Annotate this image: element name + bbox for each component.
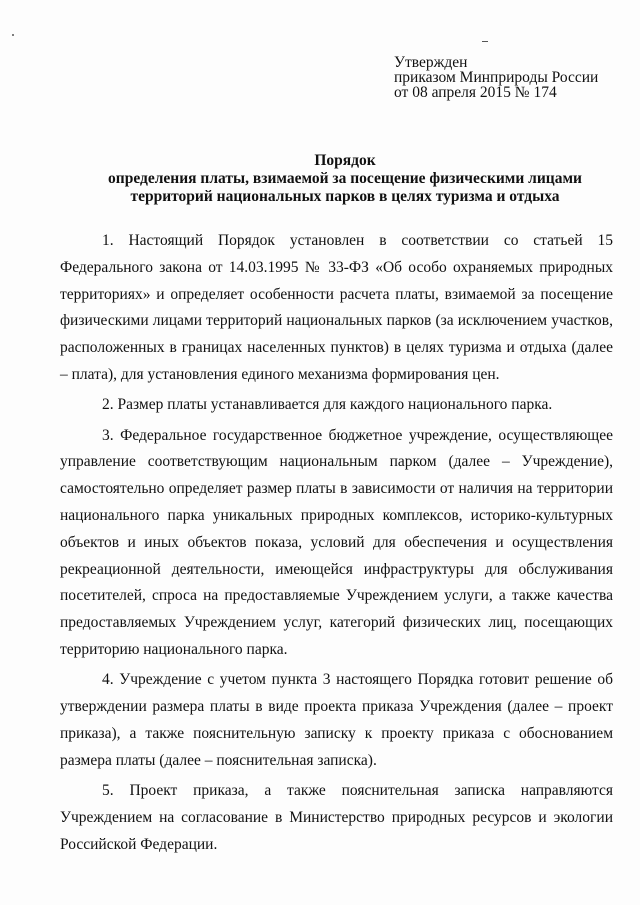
title-line-2: определения платы, взимаемой за посещение физическими лицами [108, 170, 582, 187]
scan-speck [482, 41, 488, 42]
paragraph-5: 5. Проект приказа, а также пояснительная записка направляются Учреждением на согласование в Министерство природных ресурсов и экологии Российской Федерации. [60, 781, 613, 853]
document-body [60, 228, 613, 862]
paragraph-2: 2. Размер платы устанавливается для каждого национального парка. [102, 396, 553, 414]
scan-speck [12, 34, 14, 36]
approval-line-1: Утвержден [394, 54, 468, 71]
document-title [60, 152, 630, 206]
paragraph-1: 1. Настоящий Порядок установлен в соответствии со статьей 15 Федерального закона от 14.03.1995 № 33-ФЗ «Об особо охраняемых природных территориях» и определяет особенности расчета платы, взимаемой за посещение физическими лицами территорий национальных парков (за исключением участков, расположенных в границах населенных пунктов) в целях туризма и отдыха (далее – плата), для установления единого механизма формирования цен. [60, 232, 613, 383]
approval-line-3: от 08 апреля 2015 № 174 [394, 84, 557, 101]
approval-block [394, 55, 614, 100]
paragraph-3: 3. Федеральное государственное бюджетное учреждение, осуществляющее управление соответствующим национальным парком (далее – Учреждение), самостоятельно определяет размер платы в зависимости от наличия на территории национального парка уникальных природных комплексов, историко-культурных объектов и иных объектов показа, условий для обеспечения и осуществления рекреационной деятельности, имеющейся инфраструктуры для обслуживания посетителей, спроса на предоставляемые Учреждением услуги, а также качества предоставляемых Учреждением услуг, категорий физических лиц, посещающих территорию национального парка. [60, 426, 613, 658]
title-line-3: территорий национальных парков в целях туризма и отдыха [130, 188, 560, 205]
approval-line-2: приказом Минприроды России [394, 69, 599, 86]
title-line-1: Порядок [314, 152, 376, 169]
paragraph-4: 4. Учреждение с учетом пункта 3 настоящего Порядка готовит решение об утверждении размера платы в виде проекта приказа Учреждения (далее – проект приказа), а также пояснительную записку к проекту приказа с обоснованием размера платы (далее – пояснительная записка). [60, 671, 613, 769]
